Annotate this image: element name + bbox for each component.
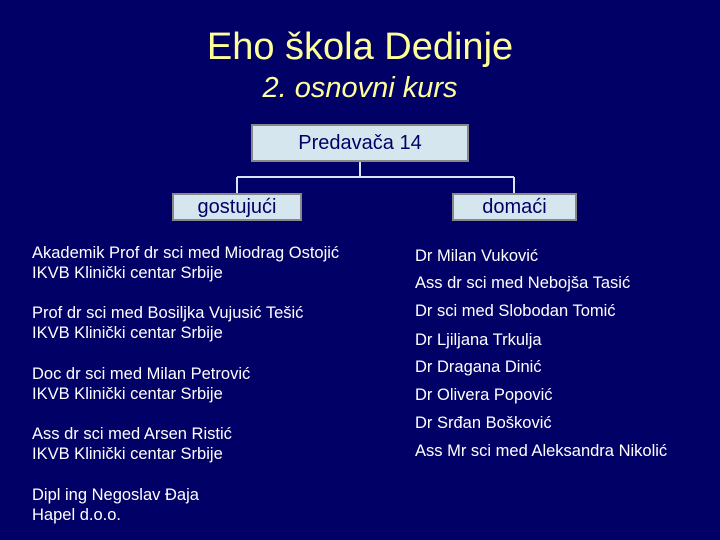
host-entry: Ass Mr sci med Aleksandra Nikolić xyxy=(415,442,668,460)
org-guests-box: gostujući xyxy=(172,193,302,221)
guest-institution: IKVB Klinički centar Srbije xyxy=(32,264,223,282)
org-root-box: Predavača 14 xyxy=(251,124,469,162)
org-hosts-box: domaći xyxy=(452,193,577,221)
host-entry: Ass dr sci med Nebojša Tasić xyxy=(415,274,631,292)
guest-name: Akademik Prof dr sci med Miodrag Ostojić xyxy=(32,244,340,262)
guest-entry xyxy=(32,485,199,525)
host-entry: Dr Ljiljana Trkulja xyxy=(415,331,542,349)
guest-entry xyxy=(32,424,232,464)
guest-entry xyxy=(32,364,250,404)
guest-institution: IKVB Klinički centar Srbije xyxy=(32,445,223,463)
guest-institution: IKVB Klinički centar Srbije xyxy=(32,324,223,342)
guest-name: Ass dr sci med Arsen Ristić xyxy=(32,425,232,443)
slide-title: Eho škola Dedinje xyxy=(206,26,514,68)
host-entry: Dr Dragana Dinić xyxy=(415,358,542,376)
guest-name: Dipl ing Negoslav Đaja xyxy=(32,486,199,504)
slide-subtitle: 2. osnovni kurs xyxy=(262,72,458,104)
guest-institution: Hapel d.o.o. xyxy=(32,506,121,524)
host-entry: Dr Srđan Bošković xyxy=(415,414,552,432)
host-entry: Dr Olivera Popović xyxy=(415,386,553,404)
host-entry: Dr sci med Slobodan Tomić xyxy=(415,302,616,320)
guest-entry xyxy=(32,303,303,343)
guest-name: Prof dr sci med Bosiljka Vujusić Tešić xyxy=(32,304,304,322)
guest-entry xyxy=(32,243,339,283)
guest-name: Doc dr sci med Milan Petrović xyxy=(32,365,251,383)
guest-institution: IKVB Klinički centar Srbije xyxy=(32,385,223,403)
host-entry: Dr Milan Vuković xyxy=(415,247,539,265)
